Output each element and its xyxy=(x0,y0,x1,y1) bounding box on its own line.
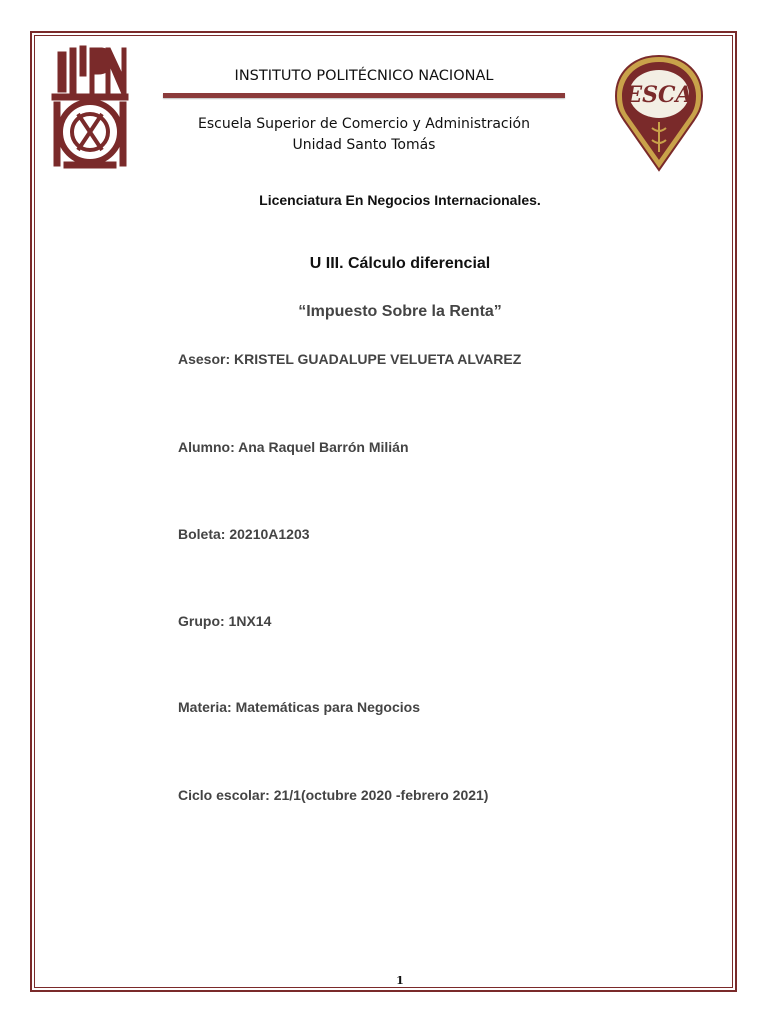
page-border xyxy=(30,31,737,992)
ipn-logo-icon xyxy=(50,44,130,172)
field-ciclo: Ciclo escolar: 21/1(octubre 2020 -febrero 2021) xyxy=(178,787,489,803)
page-border-inner xyxy=(34,35,733,988)
esca-shield-logo-icon xyxy=(612,52,706,174)
field-materia: Materia: Matemáticas para Negocios xyxy=(178,699,420,715)
unit-title: U III. Cálculo diferencial xyxy=(309,255,491,272)
topic-title: “Impuesto Sobre la Renta” xyxy=(298,303,502,320)
institution-title: INSTITUTO POLITÉCNICO NACIONAL xyxy=(234,68,494,84)
field-asesor: Asesor: KRISTEL GUADALUPE VELUETA ALVAREZ xyxy=(178,351,522,367)
page-number: 1 xyxy=(396,974,404,987)
header-rule xyxy=(163,93,565,98)
program-name: Licenciatura En Negocios Internacionales. xyxy=(259,192,541,208)
svg-text:ESCA: ESCA xyxy=(625,82,693,108)
field-boleta: Boleta: 20210A1203 xyxy=(178,526,310,542)
school-name-line2: Unidad Santo Tomás xyxy=(292,137,436,153)
school-name-line1: Escuela Superior de Comercio y Administración xyxy=(198,116,530,132)
field-alumno: Alumno: Ana Raquel Barrón Milián xyxy=(178,439,409,455)
school-name xyxy=(163,114,565,156)
field-grupo: Grupo: 1NX14 xyxy=(178,613,272,629)
